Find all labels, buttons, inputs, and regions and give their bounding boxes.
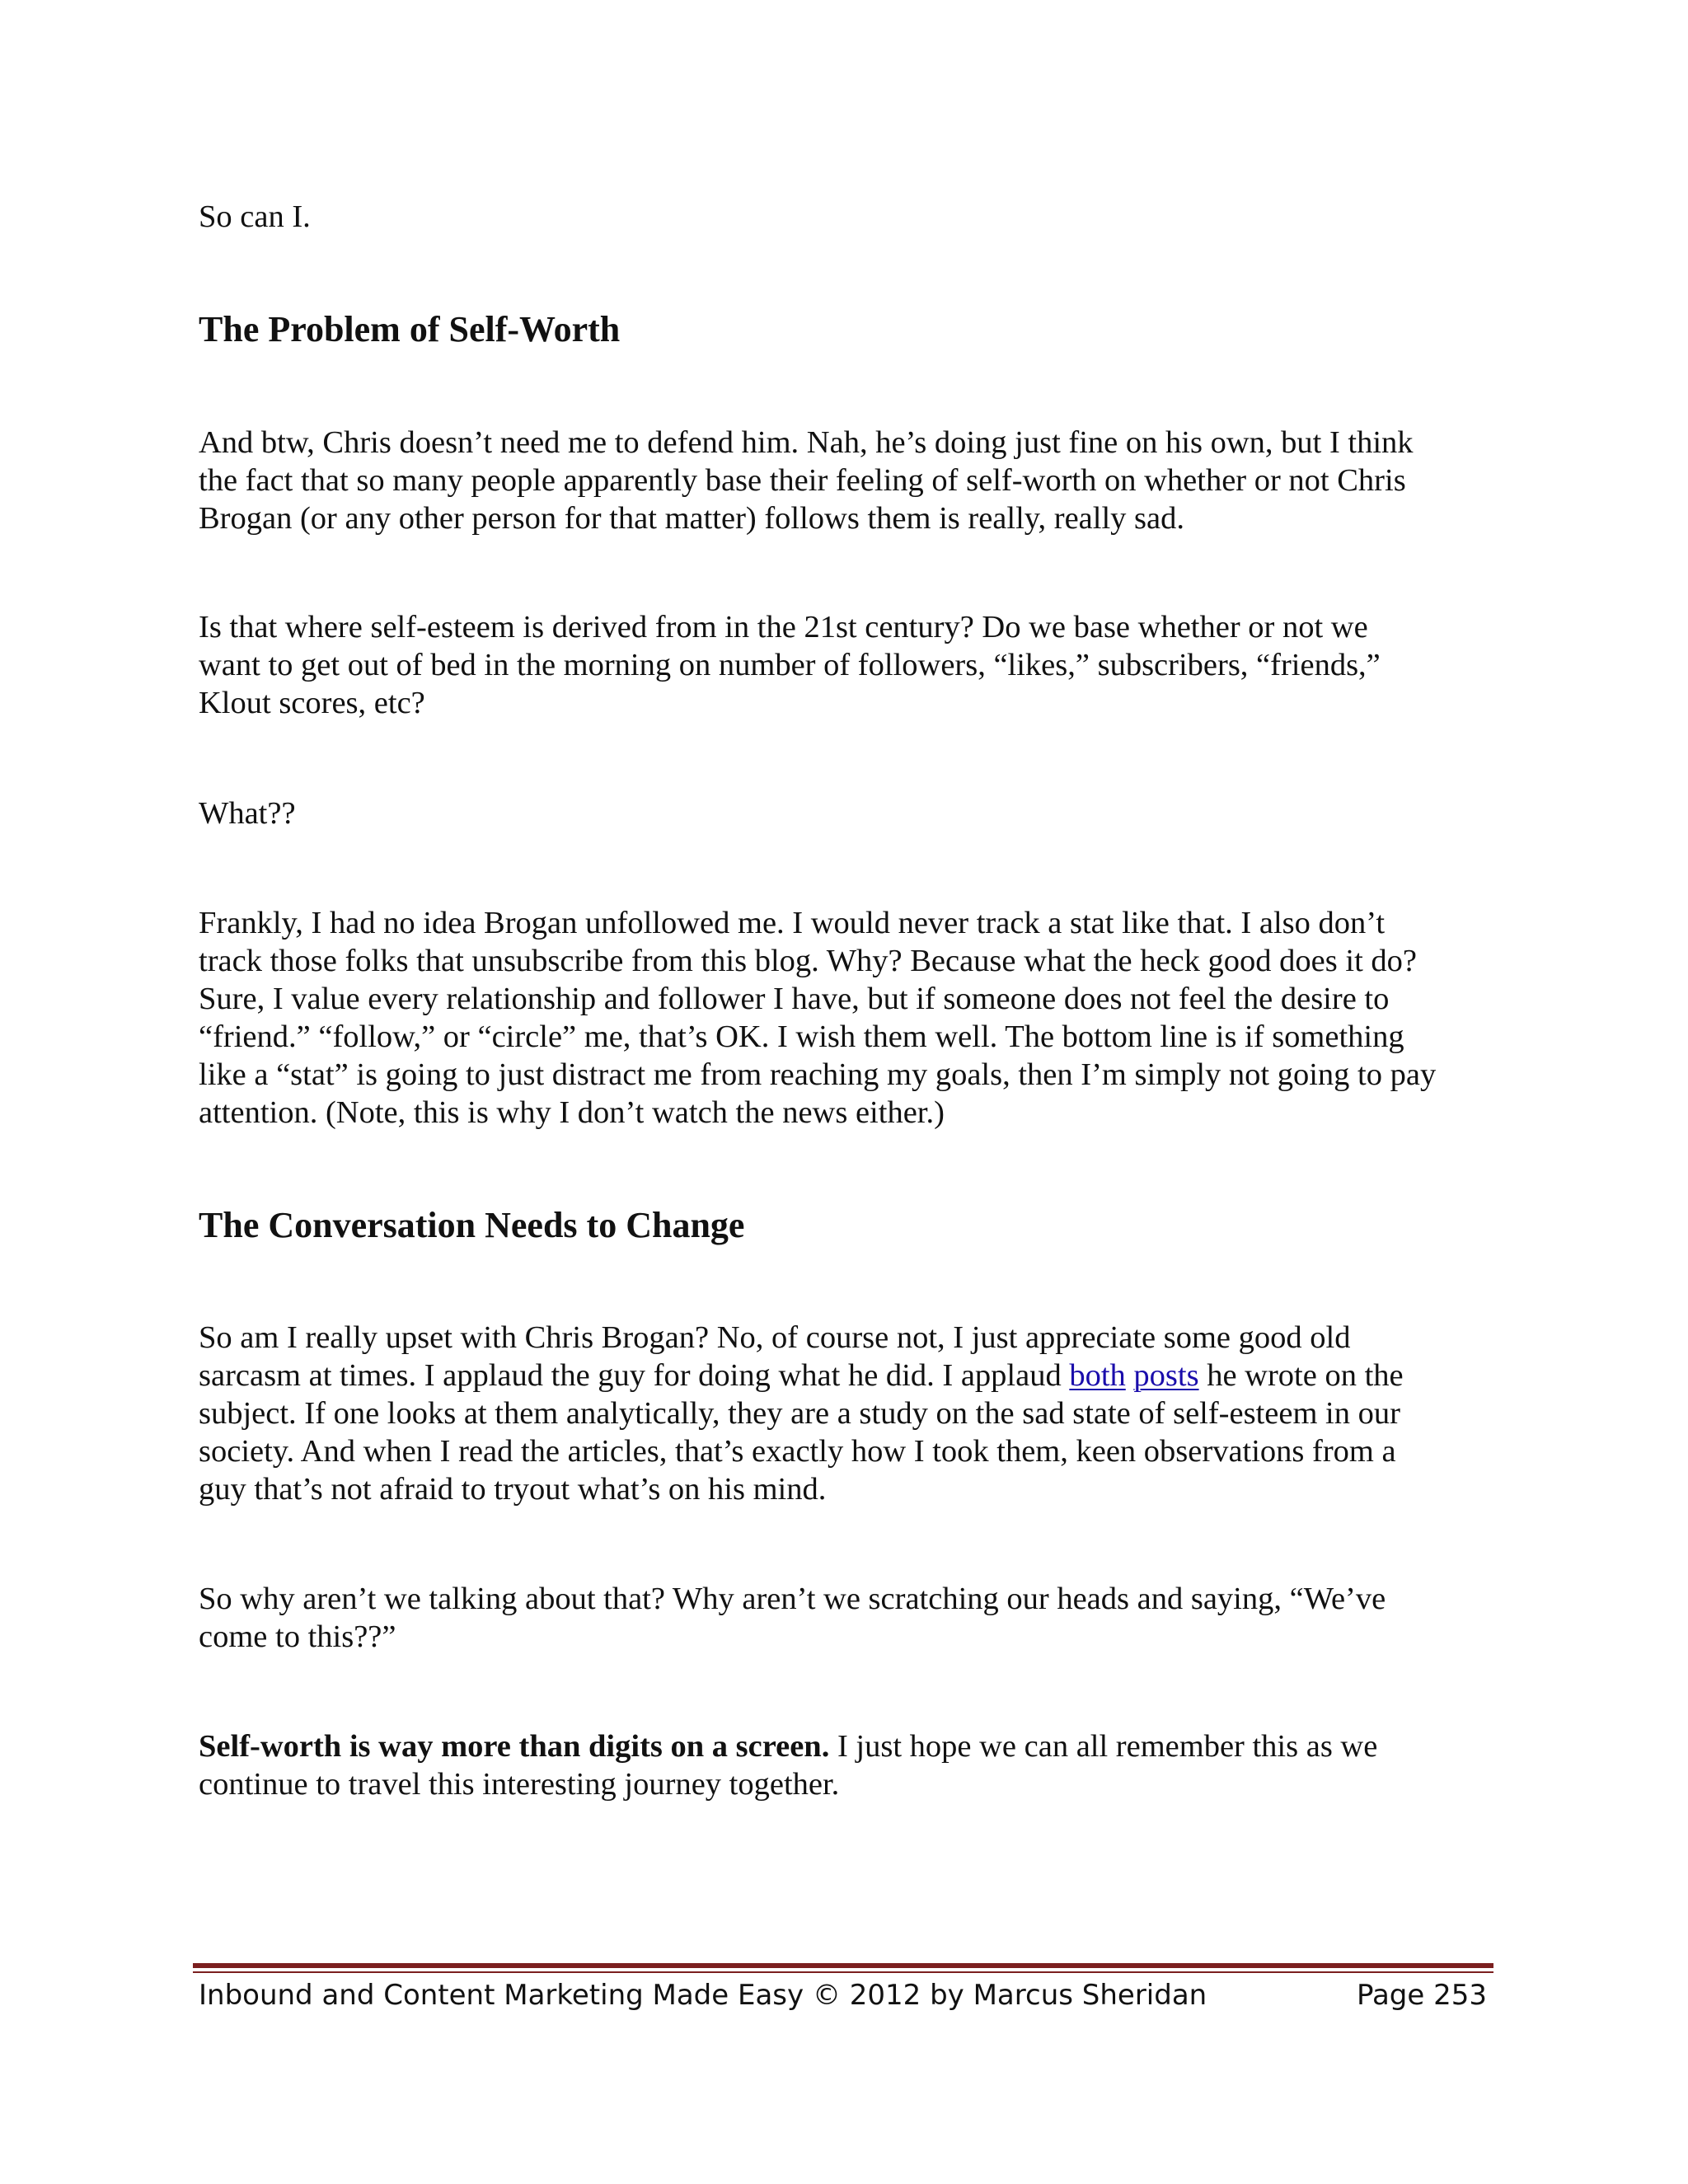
text-line: Frankly, I had no idea Brogan unfollowed me. I would never track a stat like that. I also don’t bbox=[199, 906, 1386, 940]
text-line: attention. (Note, this is why I don’t watch the news either.) bbox=[199, 1095, 945, 1130]
text-segment: sarcasm at times. I applaud the guy for doing what he did. I applaud bbox=[199, 1358, 1070, 1393]
text-line: And btw, Chris doesn’t need me to defend him. Nah, he’s doing just fine on his own, but I think bbox=[199, 425, 1414, 460]
text-segment: I just hope we can all remember this as we bbox=[829, 1729, 1378, 1764]
paragraph-self-worth bbox=[199, 1727, 1493, 1803]
text-line: like a “stat” is going to just distract me from reaching my goals, then I’m simply not going to pay bbox=[199, 1057, 1437, 1092]
paragraph-is-that bbox=[199, 608, 1493, 722]
paragraph-what: What?? bbox=[199, 796, 296, 831]
text-line: So why aren’t we talking about that? Why aren’t we scratching our heads and saying, “We’ve bbox=[199, 1582, 1386, 1616]
paragraph-frankly bbox=[199, 904, 1493, 1132]
paragraph-so-am-i bbox=[199, 1319, 1493, 1508]
text-line: Sure, I value every relationship and follower I have, but if someone does not feel the desire to bbox=[199, 982, 1390, 1016]
text-line bbox=[199, 1727, 1493, 1765]
footer-rule-thin bbox=[193, 1971, 1493, 1973]
text-line: the fact that so many people apparently base their feeling of self-worth on whether or not Chris bbox=[199, 463, 1406, 498]
footer-title: Inbound and Content Marketing Made Easy © 2012 by Marcus Sheridan bbox=[199, 1979, 1207, 2012]
bold-statement: Self-worth is way more than digits on a screen. bbox=[199, 1729, 830, 1764]
text-line: Is that where self-esteem is derived from in the 21st century? Do we base whether or not we bbox=[199, 610, 1368, 644]
paragraph-btw bbox=[199, 424, 1493, 537]
text-line bbox=[199, 1357, 1493, 1394]
footer-page-number: Page 253 bbox=[1356, 1979, 1487, 2012]
heading-problem-of-self-worth: The Problem of Self-Worth bbox=[199, 309, 621, 349]
text-line: society. And when I read the articles, that’s exactly how I took them, keen observations from a bbox=[199, 1434, 1396, 1469]
paragraph-so-why bbox=[199, 1580, 1493, 1656]
text-line: track those folks that unsubscribe from this blog. Why? Because what the heck good does it do? bbox=[199, 944, 1417, 978]
paragraph-so-can-i: So can I. bbox=[199, 199, 311, 234]
footer-rule-thick bbox=[193, 1963, 1493, 1968]
text-line: “friend.” “follow,” or “circle” me, that’s OK. I wish them well. The bottom line is if something bbox=[199, 1019, 1404, 1054]
text-line: Klout scores, etc? bbox=[199, 686, 425, 720]
text-segment: he wrote on the bbox=[1198, 1358, 1404, 1393]
document-page bbox=[199, 0, 1493, 2184]
text-line: come to this??” bbox=[199, 1619, 396, 1654]
heading-conversation-needs-to-change: The Conversation Needs to Change bbox=[199, 1205, 745, 1245]
text-line: subject. If one looks at them analytically, they are a study on the sad state of self-esteem in our bbox=[199, 1396, 1400, 1431]
text-line: guy that’s not afraid to tryout what’s on his mind. bbox=[199, 1472, 827, 1507]
text-line: Brogan (or any other person for that matter) follows them is really, really sad. bbox=[199, 501, 1184, 536]
link-posts[interactable]: posts bbox=[1133, 1358, 1199, 1393]
text-line: continue to travel this interesting journey together. bbox=[199, 1767, 840, 1802]
link-both[interactable]: both bbox=[1069, 1358, 1126, 1393]
text-line: So am I really upset with Chris Brogan? No, of course not, I just appreciate some good old bbox=[199, 1320, 1351, 1355]
text-line: want to get out of bed in the morning on number of followers, “likes,” subscribers, “friends,” bbox=[199, 648, 1381, 682]
